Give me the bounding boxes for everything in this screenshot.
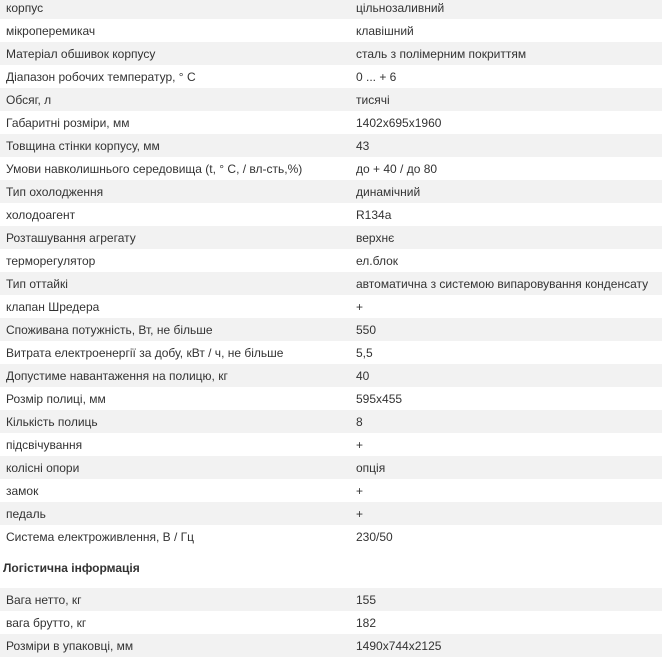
spec-value: ел.блок	[356, 253, 399, 268]
table-row	[0, 42, 662, 65]
spec-value: сталь з полімерним покриттям	[356, 46, 527, 61]
spec-name: терморегулятор	[6, 253, 96, 268]
spec-name: Кількість полиць	[6, 414, 98, 429]
table-row	[0, 88, 662, 111]
table-row	[0, 226, 662, 249]
table-row	[0, 588, 662, 611]
spec-value: +	[356, 437, 364, 452]
spec-name: Тип охолодження	[6, 184, 104, 199]
table-row	[0, 433, 662, 456]
spec-name: підсвічування	[6, 437, 83, 452]
table-row	[0, 410, 662, 433]
table-row	[0, 0, 662, 19]
spec-value: 182	[356, 615, 377, 630]
spec-name: Умови навколишнього середовища (t, ° C, / вл-сть,%)	[6, 161, 303, 176]
logistics-heading: Логістична інформація	[3, 561, 140, 575]
table-row	[0, 479, 662, 502]
spec-name: Розмір полиці, мм	[6, 391, 106, 406]
spec-name: педаль	[6, 506, 46, 521]
table-row	[0, 341, 662, 364]
spec-value: 40	[356, 368, 370, 383]
spec-name: вага брутто, кг	[6, 615, 87, 630]
spec-name: Габаритні розміри, мм	[6, 115, 130, 130]
spec-value: динамічний	[356, 184, 421, 199]
logistics-table-body	[0, 588, 662, 657]
spec-name: Допустиме навантаження на полицю, кг	[6, 368, 228, 383]
table-row	[0, 203, 662, 226]
table-row	[0, 180, 662, 203]
table-row	[0, 111, 662, 134]
spec-name: Обсяг, л	[6, 92, 52, 107]
spec-name: Товщина стінки корпусу, мм	[6, 138, 160, 153]
spec-value: 550	[356, 322, 377, 337]
table-row	[0, 65, 662, 88]
spec-name: холодоагент	[6, 207, 76, 222]
spec-value: до + 40 / до 80	[356, 161, 438, 176]
table-row	[0, 456, 662, 479]
spec-value: 230/50	[356, 529, 393, 544]
table-row	[0, 19, 662, 42]
spec-name: Система електроживлення, В / Гц	[6, 529, 195, 544]
spec-value: верхнє	[356, 230, 395, 245]
spec-value: 155	[356, 592, 377, 607]
spec-value: 1402x695x1960	[356, 115, 442, 130]
spec-name: клапан Шредера	[6, 299, 100, 314]
spec-value: 5,5	[356, 345, 373, 360]
table-row	[0, 387, 662, 410]
table-row	[0, 634, 662, 657]
table-row	[0, 502, 662, 525]
table-row	[0, 249, 662, 272]
spec-value: цільнозаливний	[356, 0, 445, 15]
spec-value: опція	[356, 460, 386, 475]
table-row	[0, 364, 662, 387]
spec-name: Матеріал обшивок корпусу	[6, 46, 156, 61]
table-row	[0, 318, 662, 341]
table-row	[0, 525, 662, 548]
spec-value: 0 ... + 6	[356, 69, 397, 84]
spec-name: Розміри в упаковці, мм	[6, 638, 134, 653]
table-row	[0, 157, 662, 180]
spec-value: +	[356, 506, 364, 521]
table-row	[0, 295, 662, 318]
table-row	[0, 611, 662, 634]
table-row	[0, 272, 662, 295]
spec-name: корпус	[6, 0, 44, 15]
spec-name: Витрата електроенергії за добу, кВт / ч, не більше	[6, 345, 284, 360]
spec-value: +	[356, 483, 364, 498]
spec-value: 8	[356, 414, 363, 429]
spec-name: Діапазон робочих температур, ° С	[6, 69, 196, 84]
spec-value: тисячі	[356, 92, 390, 107]
table-row	[0, 134, 662, 157]
spec-value: клавішний	[356, 23, 414, 38]
spec-name: колісні опори	[6, 460, 80, 475]
spec-value: R134a	[356, 207, 392, 222]
spec-name: мікроперемикач	[6, 23, 96, 38]
spec-name: Вага нетто, кг	[6, 592, 82, 607]
spec-value: 43	[356, 138, 370, 153]
spec-name: Розташування агрегату	[6, 230, 136, 245]
spec-name: Тип оттайкі	[6, 276, 68, 291]
spec-name: замок	[6, 483, 39, 498]
spec-value: 1490x744x2125	[356, 638, 442, 653]
spec-value: 595x455	[356, 391, 403, 406]
spec-value: автоматична з системою випаровування конденсату	[356, 276, 649, 291]
spec-name: Споживана потужність, Вт, не більше	[6, 322, 213, 337]
spec-value: +	[356, 299, 364, 314]
